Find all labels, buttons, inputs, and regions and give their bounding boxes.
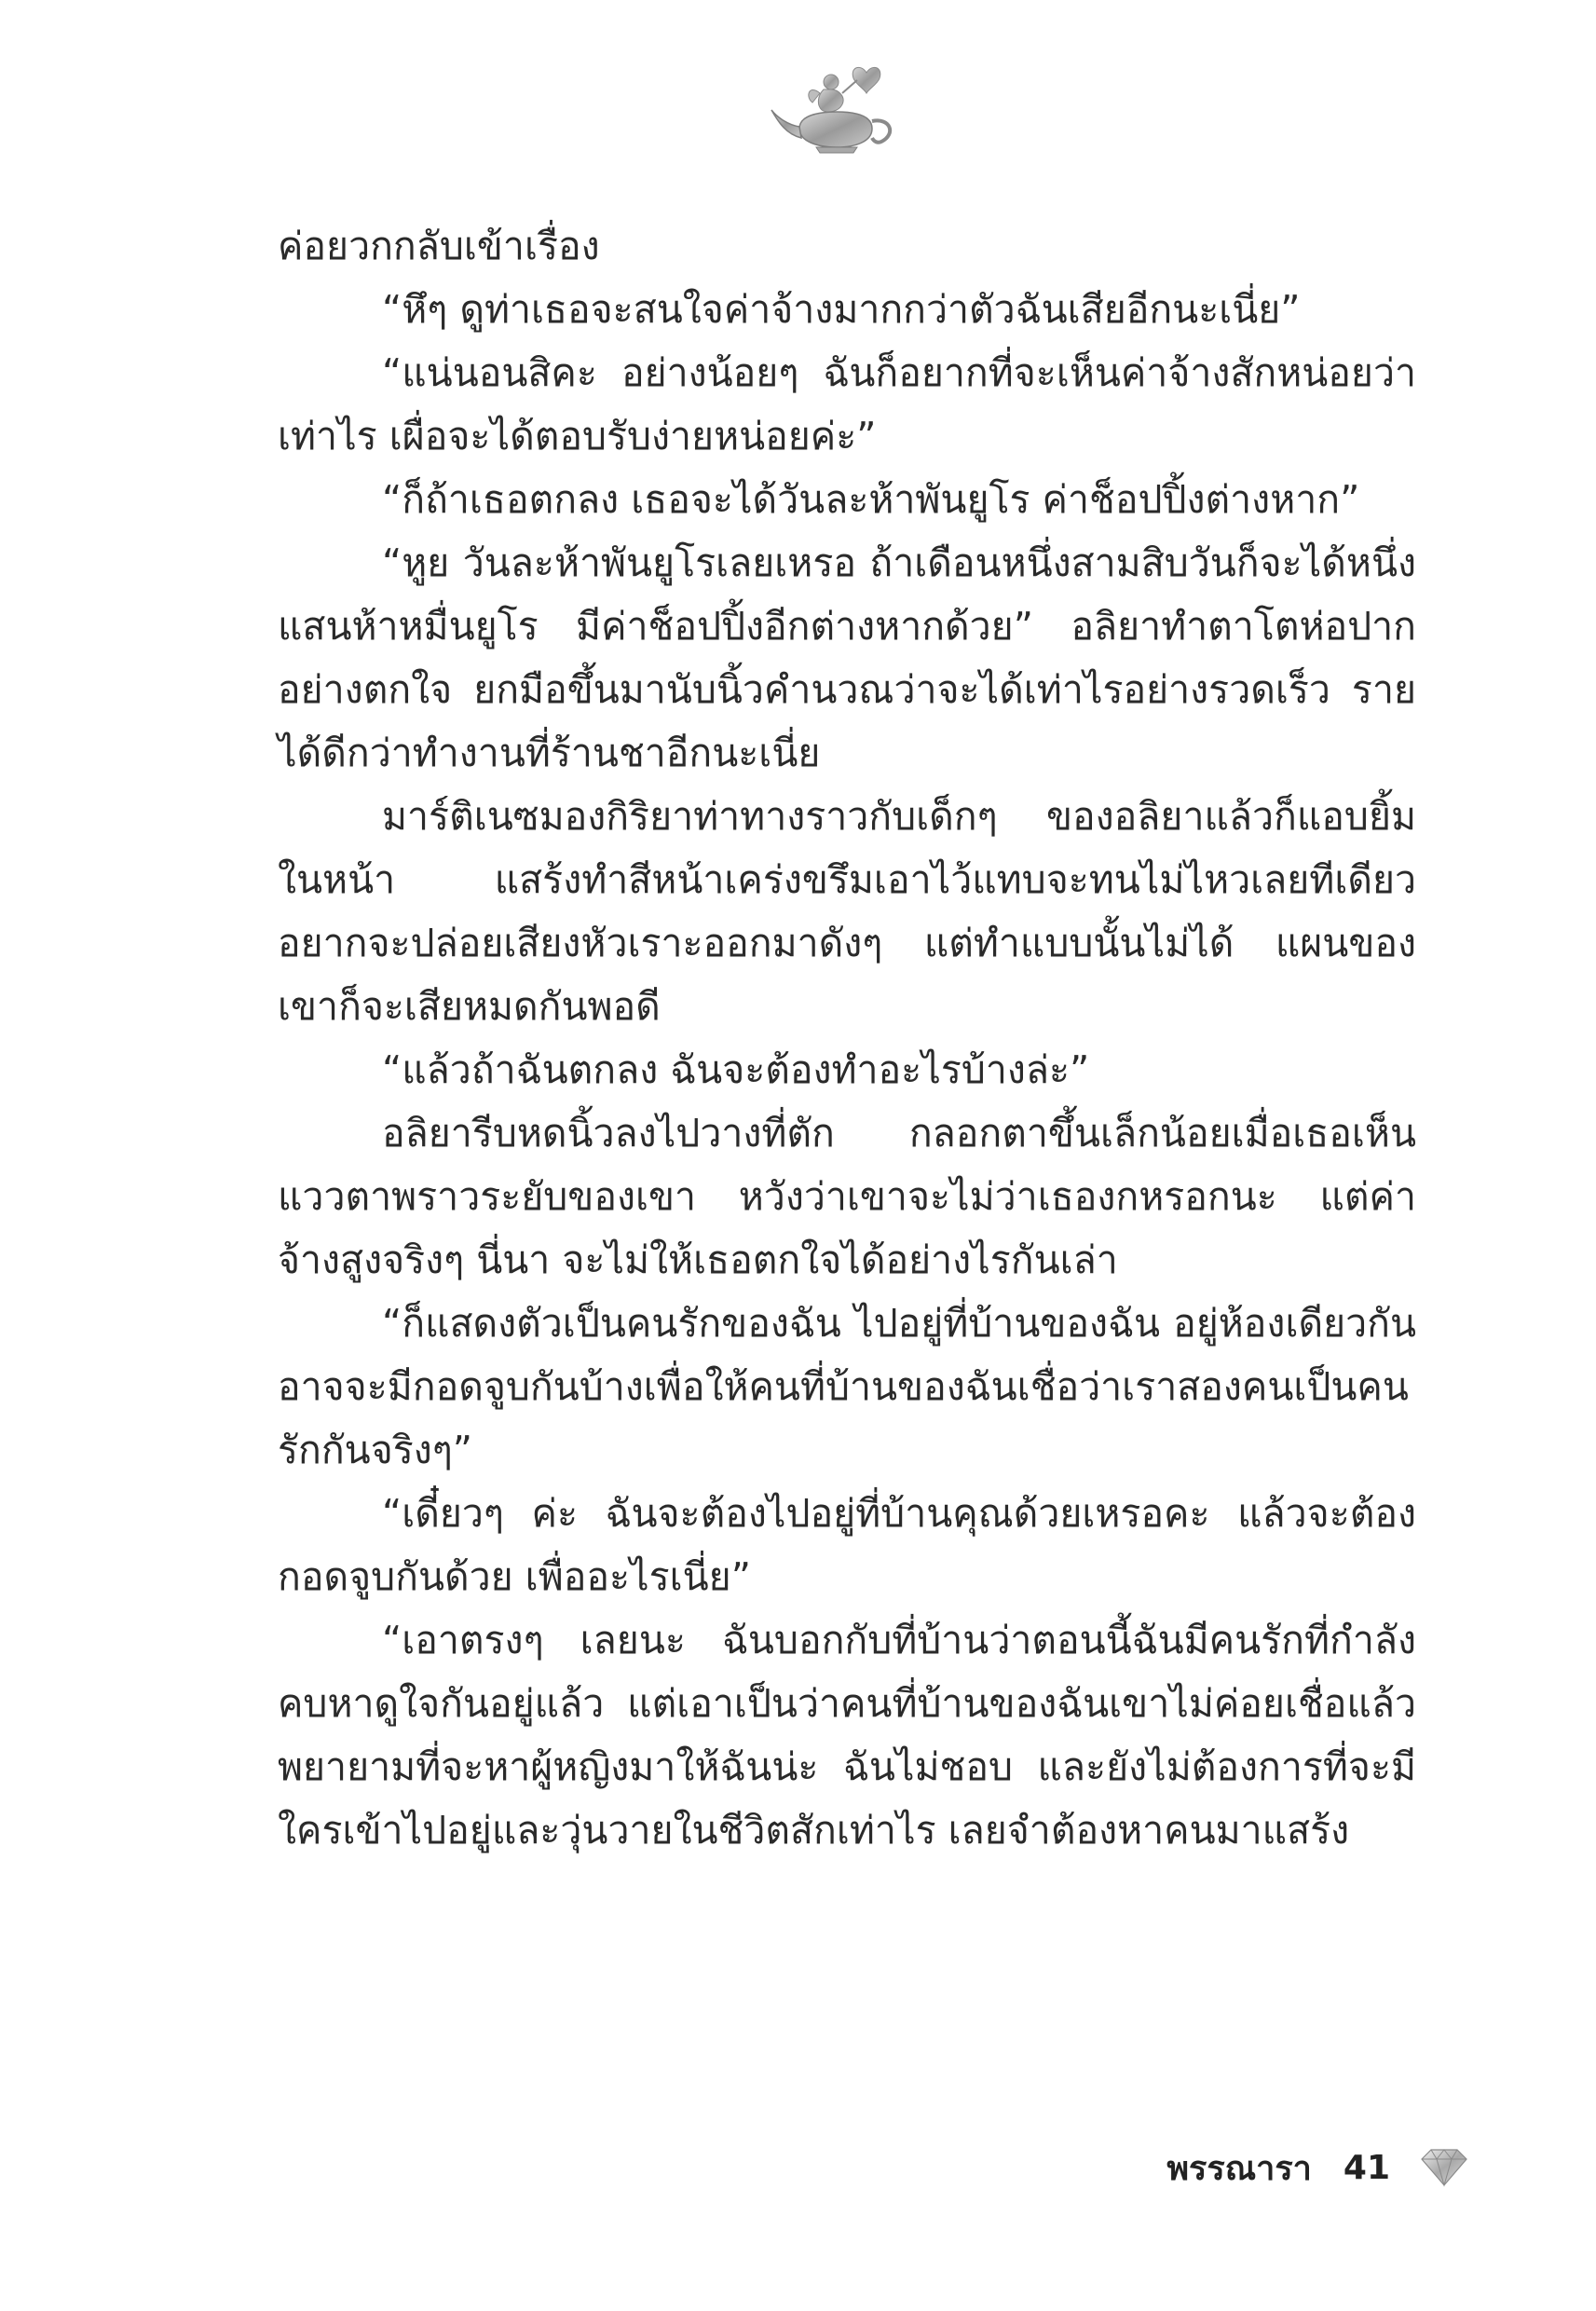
- diamond-icon: [1416, 2146, 1472, 2189]
- paragraph: “เอาตรงๆ เลยนะ ฉันบอกกับที่บ้านว่าตอนนี้ฉันมีคนรักที่กำลังคบหาดูใจกันอยู่แล้ว แต่เอาเป็นว่าคนที่บ้านของฉันเขาไม่ค่อยเชื่อแล้วพยายามที่จะหาผู้หญิงมาให้ฉันน่ะ ฉันไม่ชอบ และยังไม่ต้องการที่จะมีใครเข้าไปอยู่และวุ่นวายในชีวิตสักเท่าไร เลยจำต้องหาคนมาแสร้ง: [278, 1618, 1416, 1853]
- paragraph: มาร์ติเนซมองกิริยาท่าทางราวกับเด็กๆ ของอลิยาแล้วก็แอบยิ้มในหน้า แสร้งทำสีหน้าเคร่งขรึมเอาไว้แทบจะทนไม่ไหวเลยทีเดียว อยากจะปล่อยเสียงหัวเราะออกมาดังๆ แต่ทำแบบนั้นไม่ได้ แผนของเขาก็จะเสียหมดกันพอดี: [278, 794, 1416, 1029]
- book-title: พรรณารา: [1166, 2149, 1312, 2188]
- page-body: [278, 214, 1416, 2031]
- paragraph: “หึๆ ดูท่าเธอจะสนใจค่าจ้างมากกว่าตัวฉันเสียอีกนะเนี่ย”: [382, 287, 1301, 332]
- paragraph: “ก็ถ้าเธอตกลง เธอจะได้วันละห้าพันยูโร ค่าช็อปปิ้งต่างหาก”: [382, 477, 1360, 522]
- paragraph: “เดี๋ยวๆ ค่ะ ฉันจะต้องไปอยู่ที่บ้านคุณด้วยเหรอคะ แล้วจะต้องกอดจูบกันด้วย เพื่ออะไรเนี่ย”: [278, 1491, 1416, 1599]
- paragraph: ค่อยวกกลับเข้าเรื่อง: [278, 224, 600, 268]
- paragraph: “แน่นอนสิคะ อย่างน้อยๆ ฉันก็อยากที่จะเห็นค่าจ้างสักหน่อยว่าเท่าไร เผื่อจะได้ตอบรับง่ายหน่อยค่ะ”: [278, 350, 1416, 458]
- paragraph: “แล้วถ้าฉันตกลง ฉันจะต้องทำอะไรบ้างล่ะ”: [382, 1047, 1090, 1092]
- page-footer: [1137, 2140, 1472, 2195]
- paragraph: “ก็แสดงตัวเป็นคนรักของฉัน ไปอยู่ที่บ้านของฉัน อยู่ห้องเดียวกัน อาจจะมีกอดจูบกันบ้างเพื่อให้คนที่บ้านของฉันเชื่อว่าเราสองคนเป็นคนรักกันจริงๆ”: [278, 1301, 1416, 1472]
- page-number: 41: [1343, 2148, 1390, 2187]
- paragraph: “หูย วันละห้าพันยูโรเลยเหรอ ถ้าเดือนหนึ่งสามสิบวันก็จะได้หนึ่งแสนห้าหมื่นยูโร มีค่าช็อปปิ้งอีกต่างหากด้วย” อลิยาทำตาโตห่อปากอย่างตกใจ ยกมือขึ้นมานับนิ้วคำนวณว่าจะได้เท่าไรอย่างรวดเร็ว รายได้ดีกว่าทำงานที่ร้านชาอีกนะเนี่ย: [278, 540, 1416, 775]
- paragraph: อลิยารีบหดนิ้วลงไปวางที่ตัก กลอกตาขึ้นเล็กน้อยเมื่อเธอเห็นแววตาพราวระยับของเขา หวังว่าเขาจะไม่ว่าเธองกหรอกนะ แต่ค่าจ้างสูงจริงๆ นี่นา จะไม่ให้เธอตกใจได้อย่างไรกันเล่า: [278, 1111, 1416, 1282]
- cupid-teapot-ornament-icon: [764, 56, 904, 158]
